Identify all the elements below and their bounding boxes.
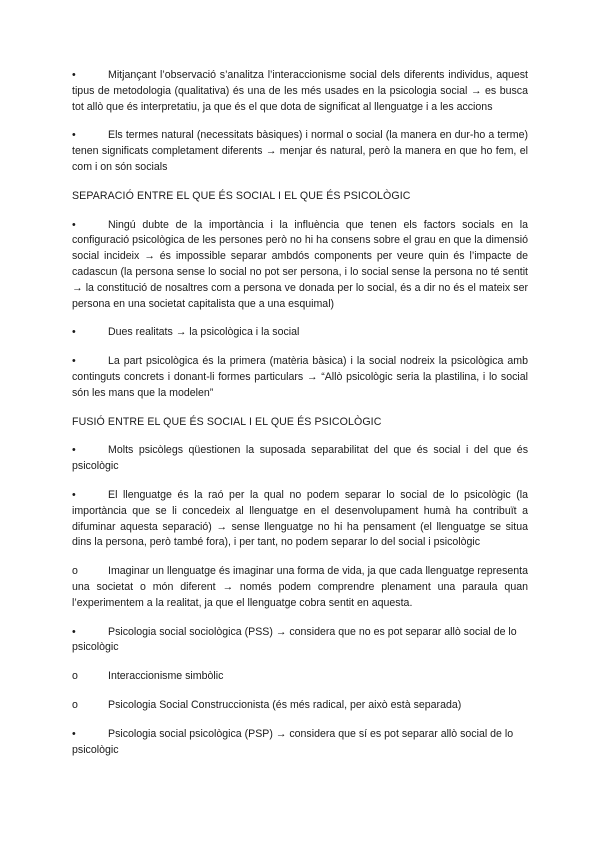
paragraph-text: Dues realitats → la psicològica i la social — [108, 326, 300, 339]
bullet-marker: • — [72, 69, 76, 81]
bullet-paragraph — [72, 443, 528, 475]
section-heading: FUSIÓ ENTRE EL QUE ÉS SOCIAL I EL QUE ÉS PSICOLÒGIC — [72, 415, 382, 428]
paragraph-text: Mitjançant l’observació s’analitza l’interaccionisme social dels diferents individus, aquest tipus de metodologia (qualitativa) és una de les més usades en la psicologia social → es busca tot allò que és interpretatiu, ja que és el que dota de significat al llenguatge i a les accions — [72, 69, 528, 113]
paragraph-text: Psicologia social psicològica (PSP) → considera que sí es pot separar allò social de lo psicològic — [72, 727, 514, 756]
bullet-paragraph — [72, 625, 528, 657]
bullet-paragraph — [72, 488, 528, 551]
sub-bullet-marker: o — [72, 565, 78, 578]
bullet-marker: • — [72, 129, 76, 142]
section-heading: SEPARACIÓ ENTRE EL QUE ÉS SOCIAL I EL QUE ÉS PSICOLÒGIC — [72, 189, 411, 202]
bullet-paragraph — [72, 727, 528, 759]
paragraph-text: Interaccionisme simbòlic — [108, 670, 224, 683]
bullet-paragraph — [72, 354, 528, 401]
paragraph-text: La part psicològica és la primera (matèria bàsica) i la social nodreix la psicològica amb continguts concrets i donant-li formes particulars → “Allò psicològic seria la plastilina, i lo social són les mans que la modelen” — [72, 355, 528, 399]
paragraph-text: Els termes natural (necessitats bàsiques) i normal o social (la manera en dur-ho a terme) tenen significats completament diferents → menjar és natural, però la manera en que ho fem, el com i on són socials — [72, 129, 528, 173]
paragraph-text: Imaginar un llenguatge és imaginar una forma de vida, ja que cada llenguatge representa una societat o món diferent → només podem comprendre plenament una paraula quan l’experimentem a la realitat, ja que el llenguatge cobra sentit en aquesta. — [72, 565, 528, 609]
bullet-marker: • — [72, 488, 76, 501]
paragraph-text: Psicologia social sociològica (PSS) → considera que no es pot separar allò social de lo psicològic — [72, 625, 517, 654]
bullet-paragraph — [72, 128, 528, 175]
bullet-marker: • — [72, 444, 76, 457]
bullet-marker: • — [72, 218, 76, 231]
bullet-paragraph — [72, 218, 528, 313]
paragraph-text: Ningú dubte de la importància i la influència que tenen els factors socials en la configuració psicològica de les persones però no hi ha consens sobre el grau en que la dimensió social incideix → és impossible separar ambdós components per veure quin és l’impacte de cadascun (la persona sense lo social no pot ser persona, i lo social sense la persona no té sentit → la constitució de nosaltres com a persona ve donada per lo social, és a dir no és el mateix ser persona en una societat capitalista que a una esquimal) — [72, 218, 528, 310]
bullet-paragraph — [72, 325, 528, 341]
bullet-marker: • — [72, 326, 76, 339]
sub-bullet-marker: o — [72, 670, 78, 683]
bullet-marker: • — [72, 355, 76, 368]
paragraph-text: Molts psicòlegs qüestionen la suposada separabilitat del que és social i del que és psicològic — [72, 444, 528, 473]
sub-bullet-paragraph — [72, 564, 528, 611]
sub-bullet-marker: o — [72, 698, 78, 711]
sub-bullet-paragraph — [72, 669, 528, 685]
bullet-marker: • — [72, 625, 76, 638]
paragraph-text: Psicologia Social Construccionista (és més radical, per això està separada) — [108, 698, 462, 711]
bullet-marker: • — [72, 727, 76, 740]
sub-bullet-paragraph — [72, 698, 528, 714]
document-page — [72, 68, 528, 771]
bullet-paragraph — [72, 68, 528, 115]
paragraph-text: El llenguatge és la raó per la qual no podem separar lo social de lo psicològic (la importància que se li concedeix al llenguatge en el desenvolupament humà ha contribuït a difuminar aquesta separació) → sense llenguatge no hi ha pensament (el llenguatge se situa dins la persona, però també fora), i per tant, no podem separar lo del social i psicològic — [72, 488, 528, 549]
